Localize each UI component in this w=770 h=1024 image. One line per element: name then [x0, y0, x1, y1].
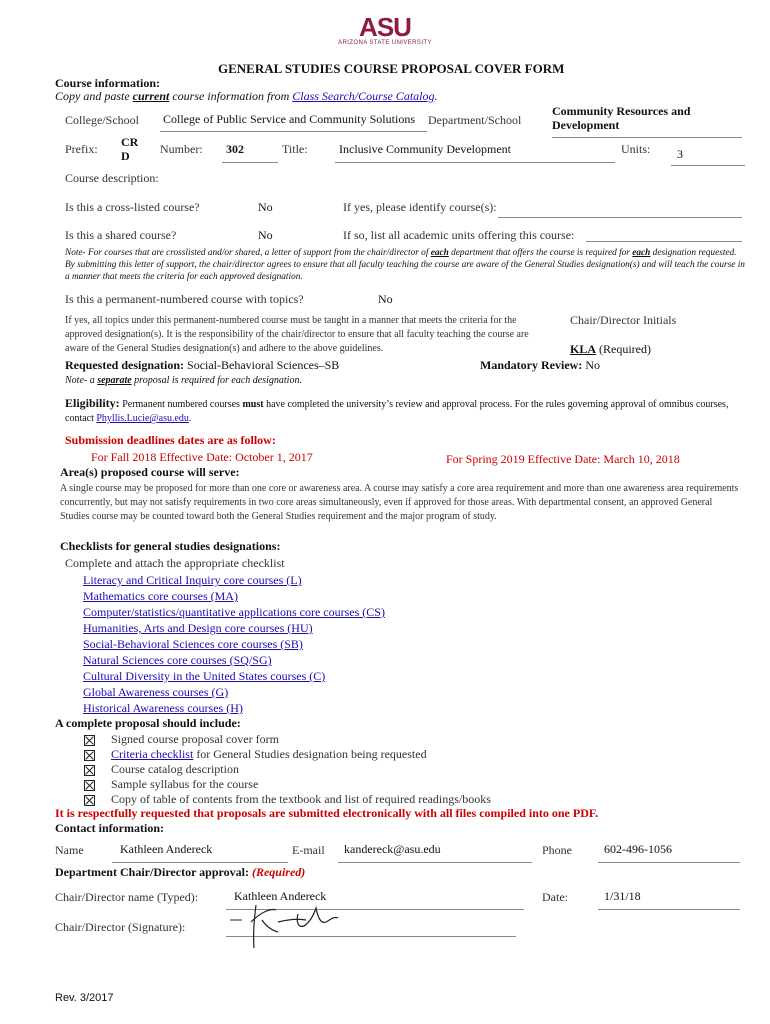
units-field[interactable]: 3	[671, 147, 745, 166]
course-info-instruction: Copy and paste current course information from Class Search/Course Catalog.	[55, 89, 438, 103]
college-field[interactable]: College of Public Service and Community Solutions	[160, 109, 427, 132]
checklist-link[interactable]: Mathematics core courses (MA)	[83, 589, 238, 603]
contact-phone-field[interactable]: 602-496-1056	[598, 840, 740, 863]
crosslisted-answer[interactable]: No	[258, 200, 273, 214]
mandatory-review: Mandatory Review: No	[480, 358, 600, 372]
initials-label: Chair/Director Initials	[570, 313, 677, 327]
contact-email-label: E-mail	[292, 843, 325, 857]
topics-paragraph: If yes, all topics under this permanent-numbered course must be taught in a manner that meets the criteria for the approved designation(s). It is the responsibility of the chair/director to ensure that all faculty teaching the course are aware of the General Studies designation(s) and adhere to the above guidelines.	[65, 315, 529, 354]
course-desc-label: Course description:	[65, 171, 159, 185]
checklist-link[interactable]: Historical Awareness courses (H)	[83, 701, 243, 715]
criteria-checklist-link[interactable]: Criteria checklist	[111, 747, 194, 761]
contact-email-link[interactable]: Phyllis.Lucie@asu.edu	[96, 413, 189, 424]
prefix-field[interactable]: CR D	[121, 135, 139, 163]
signature-image	[226, 900, 366, 950]
units-label: Units:	[621, 142, 651, 156]
contact-phone-label: Phone	[542, 843, 572, 857]
logo-mark: ASU	[359, 12, 411, 42]
checklist-link[interactable]: Global Awareness courses (G)	[83, 685, 229, 699]
revision-label: Rev. 3/2017	[55, 992, 114, 1004]
asu-logo	[335, 14, 435, 46]
checked-box-icon[interactable]	[84, 795, 95, 806]
approval-date-label: Date:	[542, 890, 568, 904]
checklists-heading: Checklists for general studies designations:	[60, 539, 281, 553]
contact-name-field[interactable]: Kathleen Andereck	[112, 840, 288, 863]
complete-item	[84, 762, 239, 777]
number-label: Number:	[160, 142, 203, 156]
logo-subtitle: ARIZONA STATE UNIVERSITY	[338, 40, 432, 46]
crosslist-note: Note- For courses that are crosslisted and/or shared, a letter of support from the chair/director of each department that offers the course is required for each designation requested. By submitting this letter of support, the chair/director agrees to ensure that all faculty teaching the course are aware of the General Studies designation(s) and will teach the course in a manner that meets the criteria for each approved designation.	[65, 248, 745, 282]
requested-designation: Requested designation: Social-Behavioral Sciences–SB	[65, 358, 340, 372]
shared-followup: If so, list all academic units offering this course:	[343, 228, 575, 242]
initials-field[interactable]: KLA	[570, 342, 597, 356]
designation-value[interactable]: Social-Behavioral Sciences–SB	[187, 358, 340, 372]
spring-deadline: For Spring 2019 Effective Date: March 10, 2018	[446, 452, 680, 466]
checked-box-icon[interactable]	[84, 780, 95, 791]
approval-heading: Department Chair/Director approval: (Required)	[55, 865, 306, 879]
complete-item-label: Copy of table of contents from the textbook and list of required readings/books	[111, 792, 491, 806]
eligibility-paragraph: Eligibility: Permanent numbered courses must have completed the university’s review and approval process. For the rules governing approval of omnibus courses, contact Phyllis.Lucie@asu.edu.	[65, 396, 729, 424]
contact-heading: Contact information:	[55, 821, 164, 835]
crosslisted-courses-field[interactable]	[498, 217, 742, 218]
approver-name-field[interactable]: Kathleen Andereck	[226, 887, 524, 910]
checked-box-icon[interactable]	[84, 735, 95, 746]
shared-units-field[interactable]	[586, 241, 742, 242]
areas-heading: Area(s) proposed course will serve:	[60, 465, 240, 479]
class-search-link[interactable]: Class Search/Course Catalog	[292, 89, 435, 103]
complete-item-label: Course catalog description	[111, 762, 239, 776]
topics-answer[interactable]: No	[378, 292, 393, 306]
checked-box-icon[interactable]	[84, 750, 95, 761]
deadlines-heading: Submission deadlines dates are as follow:	[65, 433, 276, 447]
prefix-label: Prefix:	[65, 142, 98, 156]
complete-heading: A complete proposal should include:	[55, 716, 241, 730]
separate-proposal-note: Note- a separate proposal is required for each designation.	[65, 375, 302, 386]
checklists-subheading: Complete and attach the appropriate checklist	[65, 556, 285, 570]
complete-item-label: Signed course proposal cover form	[111, 732, 279, 746]
complete-item-label: for General Studies designation being requested	[193, 747, 427, 761]
course-title-field[interactable]: Inclusive Community Development	[335, 140, 615, 163]
dept-field[interactable]: Community Resources and Development	[552, 104, 742, 138]
shared-answer[interactable]: No	[258, 228, 273, 242]
checklist-link[interactable]: Humanities, Arts and Design core courses (HU)	[83, 621, 313, 635]
approval-date-field[interactable]: 1/31/18	[598, 887, 740, 910]
checklist-link[interactable]: Cultural Diversity in the United States courses (C)	[83, 669, 326, 683]
complete-item	[84, 792, 491, 807]
complete-item	[84, 777, 258, 792]
college-label: College/School	[65, 113, 139, 127]
contact-name-label: Name	[55, 843, 84, 857]
checklist-link[interactable]: Literacy and Critical Inquiry core courses (L)	[83, 573, 302, 587]
mandatory-review-value[interactable]: No	[585, 358, 600, 372]
checklist-link[interactable]: Natural Sciences core courses (SQ/SG)	[83, 653, 272, 667]
approver-name-label: Chair/Director name (Typed):	[55, 890, 199, 904]
crosslisted-followup: If yes, please identify course(s):	[343, 200, 497, 214]
pdf-notice: It is respectfully requested that proposals are submitted electronically with all files compiled into one PDF.	[55, 806, 599, 820]
signature-label: Chair/Director (Signature):	[55, 920, 186, 934]
complete-item	[84, 732, 279, 747]
checklist-link[interactable]: Social-Behavioral Sciences core courses (SB)	[83, 637, 303, 651]
areas-paragraph: A single course may be proposed for more than one core or awareness area. A course may satisfy a core area requirement and more than one awareness area requirements concurrently, but may not satisfy requirements in two core areas simultaneously, even if approved for those areas. With departmental consent, an approved General Studies course may be counted toward both the General Studies requirement and the major program of study.	[60, 483, 739, 522]
topics-question: Is this a permanent-numbered course with topics?	[65, 292, 304, 306]
shared-question: Is this a shared course?	[65, 228, 177, 242]
fall-deadline: For Fall 2018 Effective Date: October 1, 2017	[91, 450, 313, 464]
complete-item-label: Sample syllabus for the course	[111, 777, 259, 791]
checklist-link[interactable]: Computer/statistics/quantitative applications core courses (CS)	[83, 605, 385, 619]
complete-item	[84, 747, 427, 762]
initials-row: KLA (Required)	[570, 342, 651, 356]
form-title: GENERAL STUDIES COURSE PROPOSAL COVER FORM	[218, 61, 565, 76]
title-label: Title:	[282, 142, 308, 156]
course-info-heading: Course information:	[55, 76, 160, 90]
crosslisted-question: Is this a cross-listed course?	[65, 200, 200, 214]
dept-label: Department/School	[428, 113, 522, 127]
contact-email-field[interactable]: kandereck@asu.edu	[338, 840, 532, 863]
number-field[interactable]: 302	[222, 140, 278, 163]
checked-box-icon[interactable]	[84, 765, 95, 776]
